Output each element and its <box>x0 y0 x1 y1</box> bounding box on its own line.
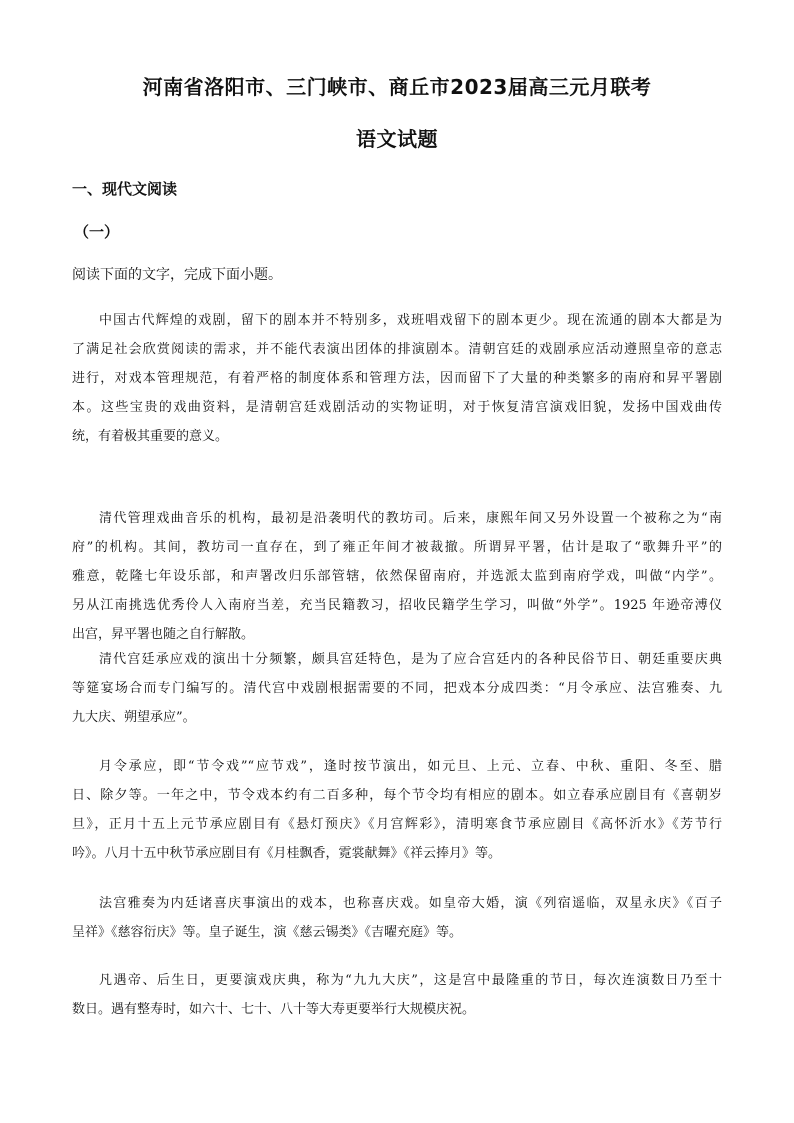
paragraph-line: 数日。遇有整寿时，如六十、七十、八十等大寿更要举行大规模庆祝。 <box>72 1002 476 1017</box>
paragraph-line: 统，有着极其重要的意义。 <box>72 429 229 444</box>
paragraph-line: 法宫雅奏为内廷诸喜庆事演出的戏本，也称喜庆戏。如皇帝大婚，演《列宿遥临，双星永庆》《百子 <box>99 896 722 911</box>
paragraph-line: 府”的机构。其间，教坊司一直存在，到了雍正年间才被裁撤。所谓昇平署，估计是取了“歌舞升平”的 <box>72 540 722 555</box>
exam-title: 河南省洛阳市、三门峡市、商丘市2023届高三元月联考 <box>142 75 652 99</box>
paragraph-line: 呈祥》《慈容衍庆》等。皇子诞生，演《慈云锡类》《吉曜充庭》等。 <box>72 925 463 940</box>
passage-paragraph-1 <box>72 306 722 451</box>
paragraph-line: 日、除夕等。一年之中，节令戏本约有二百多种，每个节令均有相应的剧本。如立春承应剧目有《喜朝岁 <box>72 788 722 803</box>
paragraph-line: 出宫，昇平署也随之自行解散。 <box>72 627 255 642</box>
paragraph-line: 本。这些宝贵的戏曲资料，是清朝宫廷戏剧活动的实物证明，对于恢复清宫演戏旧貌，发扬中国戏曲传 <box>72 400 722 415</box>
paragraph-line: 雅意，乾隆七年设乐部，和声署改归乐部管辖，依然保留南府，并选派太监到南府学戏，叫做“内学”。 <box>72 569 722 584</box>
paragraph-line: 进行，对戏本管理规范，有着严格的制度体系和管理方法，因而留下了大量的种类繁多的南府和昇平署剧 <box>72 371 722 386</box>
passage-paragraph-2 <box>72 504 722 649</box>
paragraph-line: 另从江南挑选优秀伶人入南府当差，充当民籍教习，招收民籍学生学习，叫做“外学”。1925 年逊帝溥仪 <box>72 598 722 613</box>
exam-subtitle: 语文试题 <box>356 127 438 151</box>
paragraph-line: 吟》。八月十五中秋节承应剧目有《月桂飘香，霓裳献舞》《祥云捧月》等。 <box>72 846 502 861</box>
paragraph-line: 凡遇帝、后生日，更要演戏庆典，称为“九九大庆”，这是宫中最隆重的节日，每次连演数日乃至十 <box>99 973 722 988</box>
passage-paragraph-6 <box>72 966 722 1024</box>
part-heading: （一） <box>74 223 120 241</box>
paragraph-line: 九大庆、朔望承应”。 <box>72 710 196 725</box>
paragraph-line: 清代管理戏曲音乐的机构，最初是沿袭明代的教坊司。后来，康熙年间又另外设置一个被称之为“南 <box>99 511 722 526</box>
paragraph-line: 清代宫廷承应戏的演出十分频繁，颇具宫廷特色，是为了应合宫廷内的各种民俗节日、朝廷重要庆典 <box>99 652 722 667</box>
passage-paragraph-3 <box>72 645 722 732</box>
paragraph-line: 月令承应，即“节令戏”“应节戏”，逢时按节演出，如元旦、上元、立春、中秋、重阳、冬至、腊 <box>99 759 722 774</box>
paragraph-line: 等筵宴场合而专门编写的。清代宫中戏剧根据需要的不同，把戏本分成四类：“月令承应、法宫雅奏、九 <box>72 681 722 696</box>
paragraph-line: 了满足社会欣赏阅读的需求，并不能代表演出团体的排演剧本。清朝宫廷的戏剧承应活动遵照皇帝的意志 <box>72 342 722 357</box>
paragraph-line: 中国古代辉煌的戏剧，留下的剧本并不特别多，戏班唱戏留下的剧本更少。现在流通的剧本大都是为 <box>99 313 722 328</box>
reading-instruction: 阅读下面的文字，完成下面小题。 <box>72 267 282 283</box>
passage-paragraph-4 <box>72 752 722 868</box>
passage-paragraph-5 <box>72 889 722 947</box>
paragraph-line: 旦》，正月十五上元节承应剧目有《悬灯预庆》《月宫辉彩》，清明寒食节承应剧目《高怀沂水》《芳节行 <box>72 817 722 832</box>
section-heading: 一、现代文阅读 <box>72 180 178 198</box>
